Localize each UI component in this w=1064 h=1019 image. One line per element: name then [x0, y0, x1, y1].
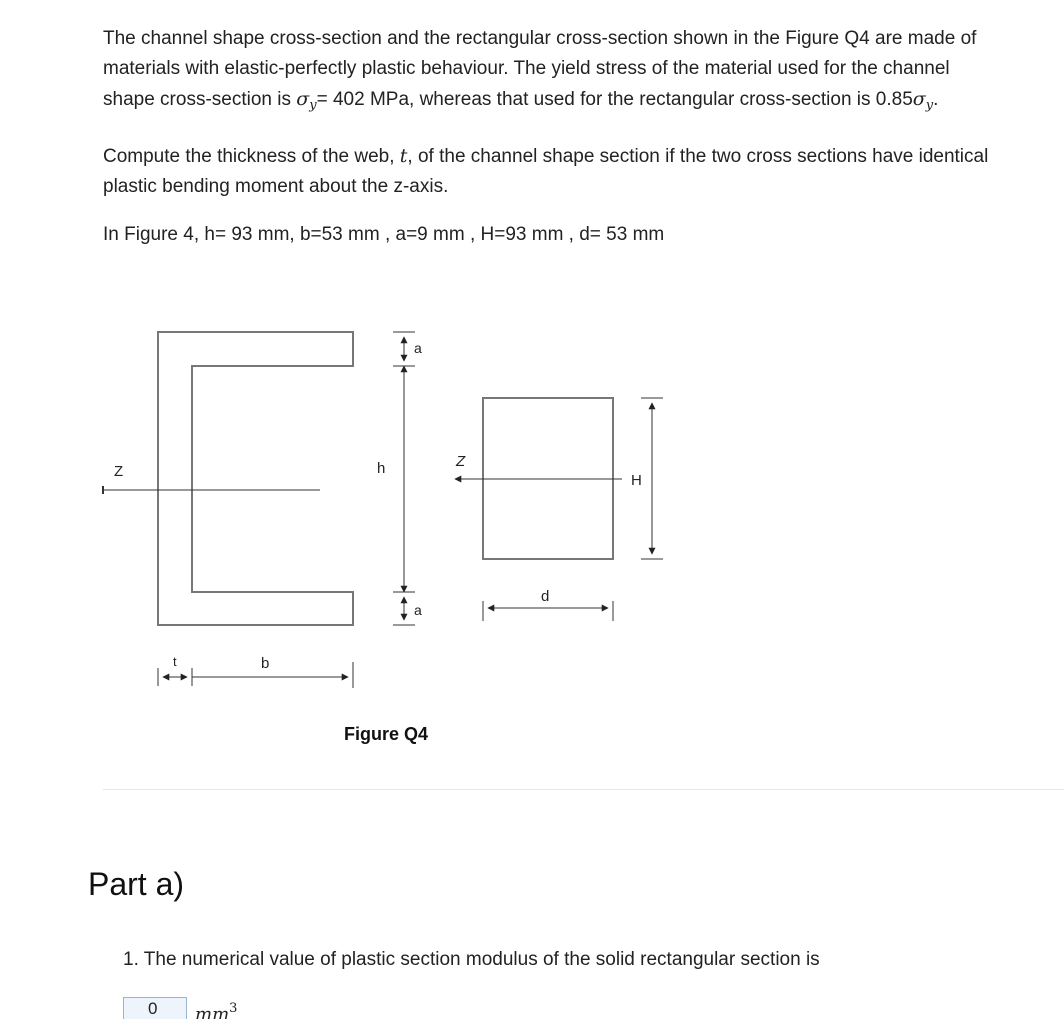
- question-paragraph-1: The channel shape cross-section and the rectangular cross-section shown in the Figure Q4 are made of materials with elastic-perfectly plastic behaviour. The yield stress of the material used for the channel shape cross-section is $\sigma_y= 402$ MPa, whereas that used for the rectangular cross-section is $0.85\sigma_y$.: [103, 28, 977, 113]
- label-z-left: Z: [114, 463, 124, 480]
- label-d: d: [541, 588, 550, 605]
- label-t: t: [173, 654, 177, 669]
- label-h: h: [377, 460, 386, 477]
- label-a-bottom: a: [414, 602, 422, 618]
- answer-input[interactable]: [123, 997, 187, 1019]
- question-paragraph-2: Compute the thickness of the web, t, of the channel shape section if the two cross sections have identical plastic bending moment about the z-axis.: [103, 145, 989, 197]
- unit-label: $mm^3$: [195, 1001, 238, 1019]
- t-symbol: t: [399, 145, 408, 167]
- question-dimensions: In Figure 4, h= 93 mm, b=53 mm , a=9 mm , H=93 mm , d= 53 mm: [103, 224, 665, 245]
- figure-q4: [0, 300, 700, 770]
- answer-row: [123, 997, 237, 1019]
- channel-section-outline: [158, 332, 353, 625]
- section-divider: [103, 789, 1064, 790]
- label-z-right: Z: [456, 453, 466, 470]
- figure-q4-drawing: [0, 300, 700, 770]
- figure-caption: Figure Q4: [344, 724, 429, 744]
- label-H: H: [631, 472, 642, 489]
- label-b: b: [261, 655, 270, 672]
- sigma-y-symbol-2: $\sigma_y$: [912, 88, 934, 113]
- sigma-y-symbol: $\sigma_y$: [296, 88, 317, 113]
- label-a-top: a: [414, 340, 422, 356]
- part-a-question-1: 1. The numerical value of plastic section modulus of the solid rectangular section is: [123, 949, 820, 970]
- question-text: [103, 24, 1003, 250]
- part-a-title: Part a): [88, 866, 185, 902]
